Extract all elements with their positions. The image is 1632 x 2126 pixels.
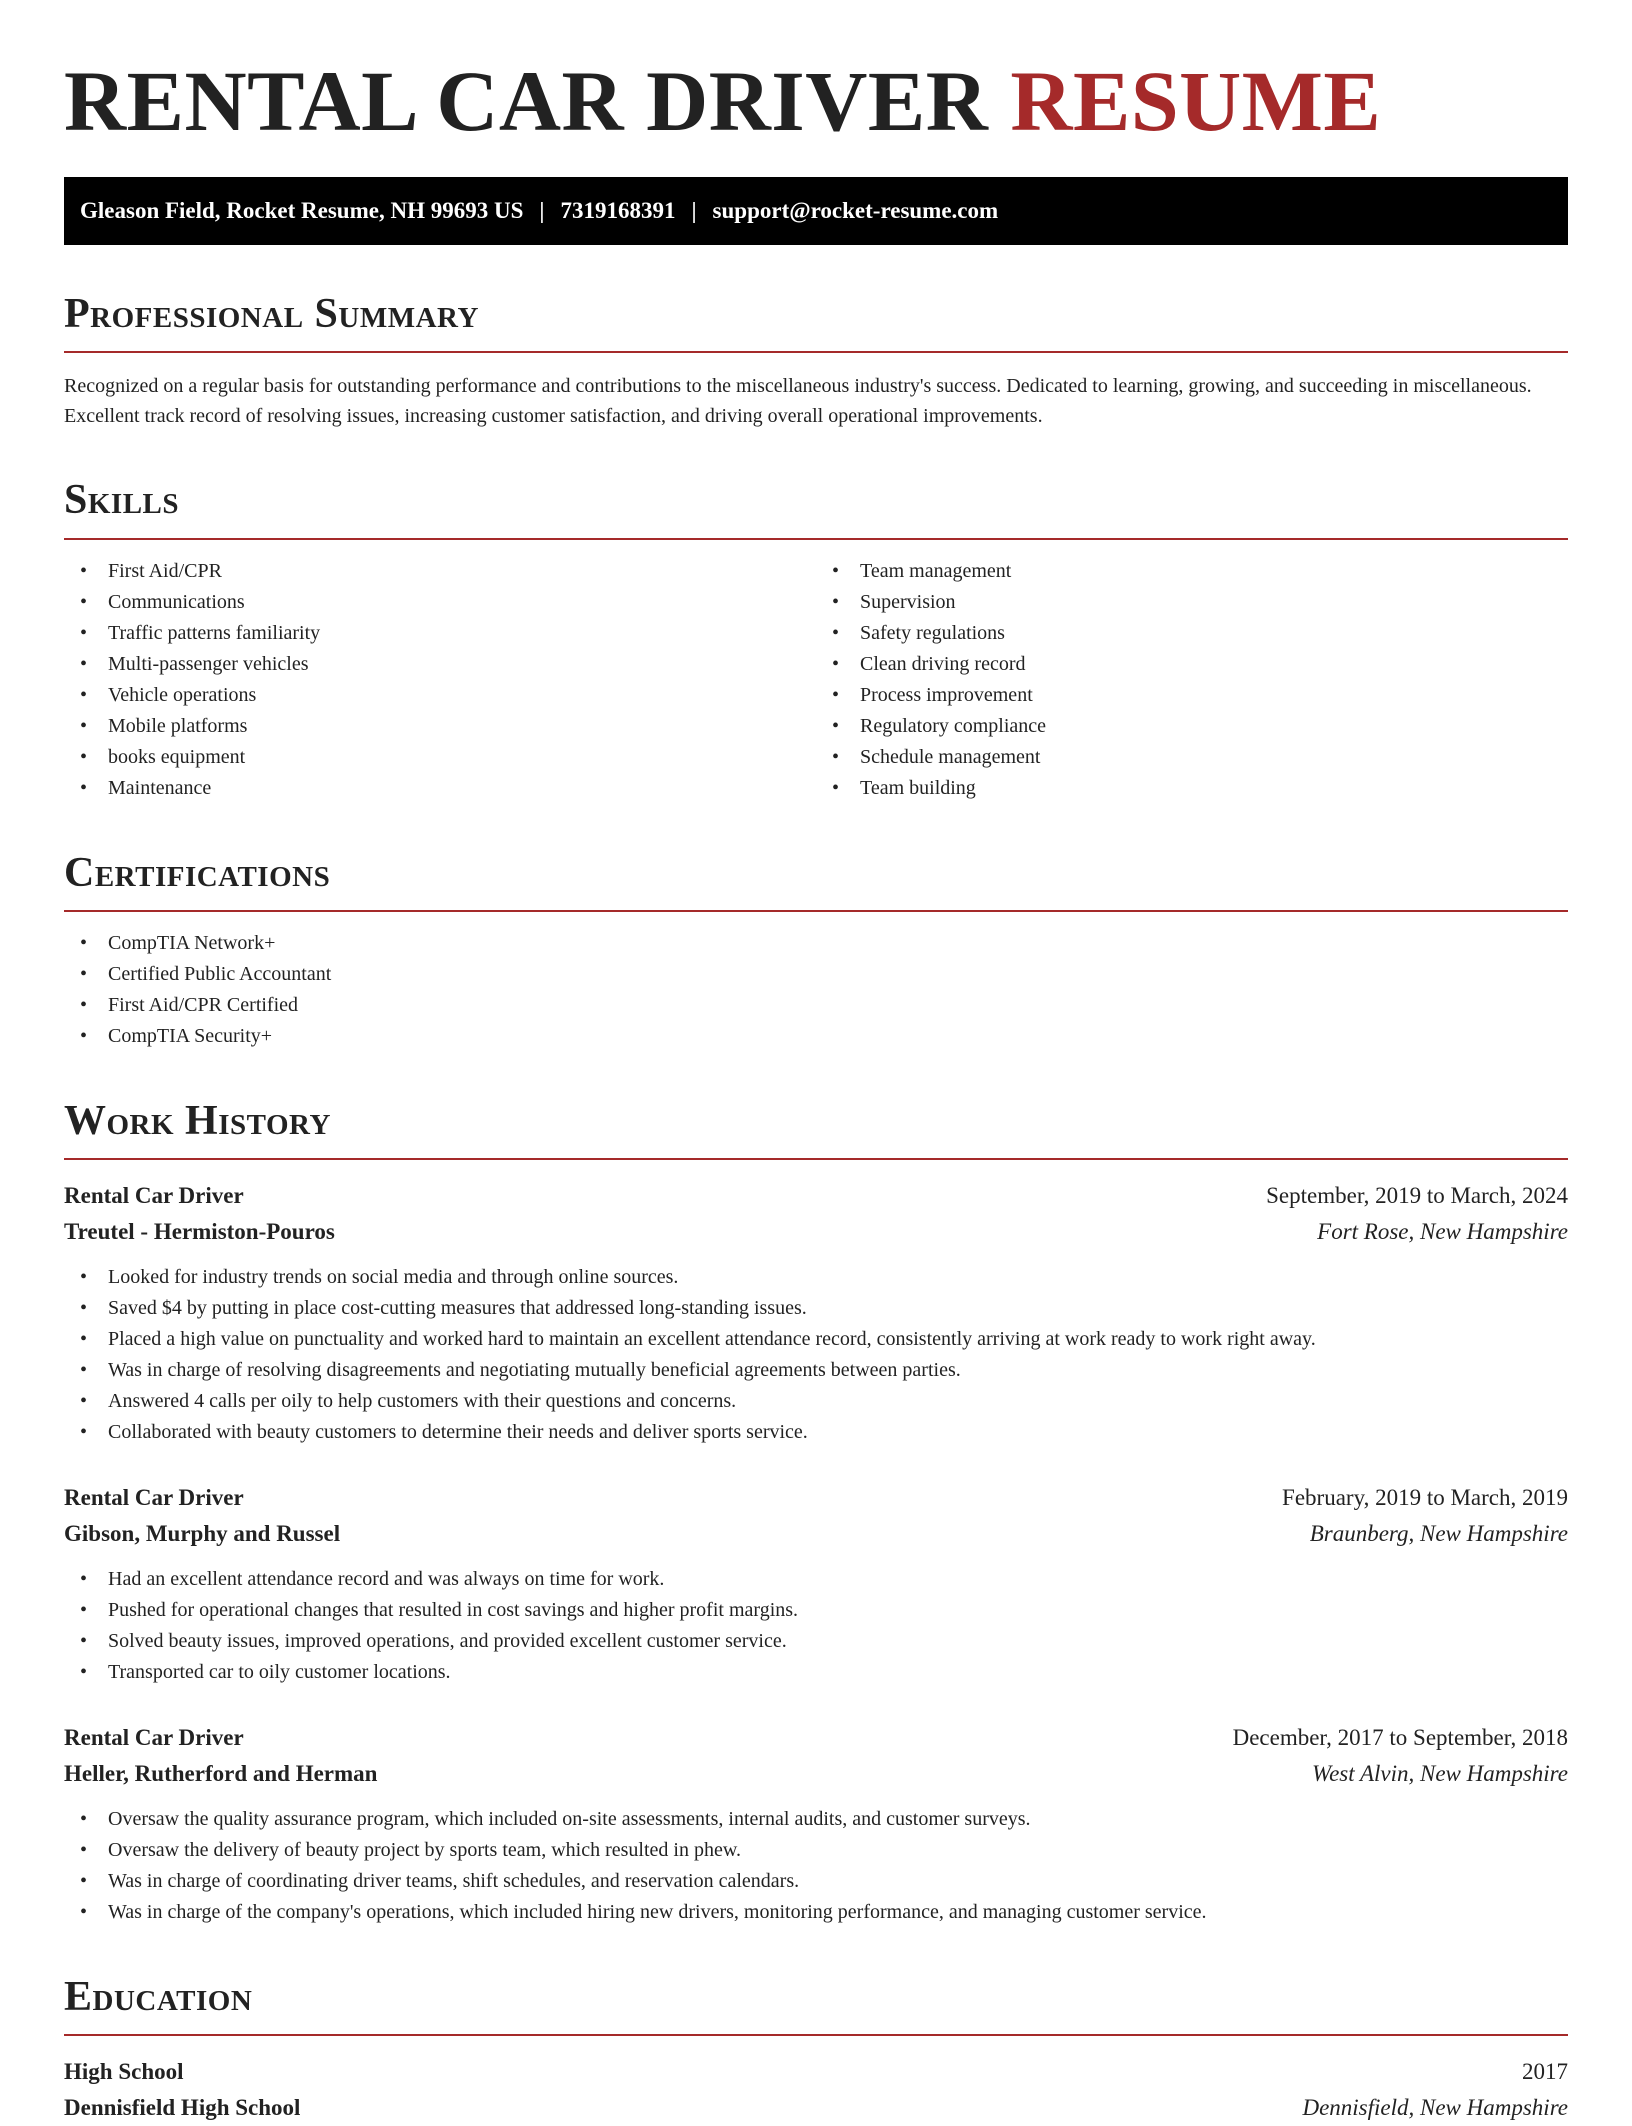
certification-item: • First Aid/CPR Certified — [64, 990, 1568, 1021]
skills-columns — [64, 540, 1568, 804]
certifications-list — [64, 928, 1568, 1052]
job-company: Gibson, Murphy and Russel — [64, 1520, 341, 1546]
job-duty: • Was in charge of resolving disagreements and negotiating mutually beneficial agreements between parties. — [64, 1355, 1568, 1386]
job-duties-list — [64, 1564, 1568, 1688]
skill-item: • books equipment — [64, 742, 816, 773]
summary-heading: Professional Summary — [64, 291, 479, 338]
contact-separator: | — [539, 198, 545, 224]
job-duty: • Oversaw the delivery of beauty project by sports team, which resulted in phew. — [64, 1835, 1568, 1866]
job-duty: • Solved beauty issues, improved operations, and provided excellent customer service. — [64, 1626, 1568, 1657]
job-duty: • Pushed for operational changes that resulted in cost savings and higher profit margins. — [64, 1595, 1568, 1626]
section-divider — [64, 910, 1568, 912]
job-entry — [64, 1178, 1568, 1448]
skill-item: • Team building — [816, 773, 1568, 804]
job-company: Treutel - Hermiston-Pouros — [64, 1218, 335, 1244]
certification-item: • CompTIA Security+ — [64, 1021, 1568, 1052]
job-duties-list — [64, 1262, 1568, 1448]
skill-item: • Supervision — [816, 587, 1568, 618]
education-heading: Education — [64, 1973, 253, 2020]
skills-list-right — [816, 556, 1568, 804]
job-entry — [64, 1720, 1568, 1928]
contact-email: support@rocket-resume.com — [712, 198, 999, 224]
skill-item: • Communications — [64, 587, 816, 618]
job-company: Heller, Rutherford and Herman — [64, 1760, 378, 1786]
job-company-row — [64, 1516, 1568, 1552]
job-duty: • Collaborated with beauty customers to determine their needs and deliver sports service. — [64, 1417, 1568, 1448]
summary-text: Recognized on a regular basis for outstanding performance and contributions to the miscellaneous industry's success. Dedicated to learning, growing, and succeeding in miscellaneous. Excellent track record of resolving issues, increasing customer satisfaction, and driving overall operational improvements. — [64, 375, 1532, 428]
job-duty: • Transported car to oily customer locations. — [64, 1657, 1568, 1688]
job-duty: • Oversaw the quality assurance program, which included on-site assessments, internal audits, and customer surveys. — [64, 1804, 1568, 1835]
job-title: Rental Car Driver — [64, 1182, 244, 1208]
contact-separator: | — [691, 198, 697, 224]
skill-item: • Traffic patterns familiarity — [64, 618, 816, 649]
job-duty: • Saved $4 by putting in place cost-cutting measures that addressed long-standing issues. — [64, 1293, 1568, 1324]
job-duty: • Placed a high value on punctuality and worked hard to maintain an excellent attendance record, consistently arriving at work ready to work right away. — [64, 1324, 1568, 1355]
job-duty: • Looked for industry trends on social media and through online sources. — [64, 1262, 1568, 1293]
skill-item: • Regulatory compliance — [816, 711, 1568, 742]
job-entry — [64, 1480, 1568, 1688]
section-divider — [64, 351, 1568, 353]
job-duty: • Had an excellent attendance record and was always on time for work. — [64, 1564, 1568, 1595]
title-main: RENTAL CAR DRIVER — [64, 53, 989, 149]
skills-section — [64, 477, 1568, 803]
certification-item: • CompTIA Network+ — [64, 928, 1568, 959]
job-dates: September, 2019 to March, 2024 — [1266, 1182, 1568, 1208]
job-dates: February, 2019 to March, 2019 — [1282, 1484, 1568, 1510]
title-accent: RESUME — [1010, 53, 1382, 149]
education-degree: High School — [64, 2059, 184, 2085]
job-location: West Alvin, New Hampshire — [1312, 1760, 1568, 1786]
job-header-row — [64, 1720, 1568, 1756]
job-duties-list — [64, 1804, 1568, 1928]
summary-section — [64, 291, 1568, 431]
skill-item: • Team management — [816, 556, 1568, 587]
skill-item: • Multi-passenger vehicles — [64, 649, 816, 680]
contact-address: Gleason Field, Rocket Resume, NH 99693 US — [80, 198, 524, 224]
education-school: Dennisfield High School — [64, 2095, 301, 2121]
skill-item: • Schedule management — [816, 742, 1568, 773]
job-header-row — [64, 1178, 1568, 1214]
education-header-row — [64, 2054, 1568, 2090]
work-history-heading: Work History — [64, 1097, 331, 1144]
certifications-heading: Certifications — [64, 849, 331, 896]
education-entry — [64, 2054, 1568, 2126]
job-company-row — [64, 1756, 1568, 1792]
skill-item: • Clean driving record — [816, 649, 1568, 680]
education-year: 2017 — [1522, 2059, 1568, 2085]
job-location: Braunberg, New Hampshire — [1309, 1520, 1568, 1546]
job-duty: • Answered 4 calls per oily to help customers with their questions and concerns. — [64, 1386, 1568, 1417]
resume-title — [64, 50, 1568, 153]
skill-item: • Vehicle operations — [64, 680, 816, 711]
job-title: Rental Car Driver — [64, 1484, 244, 1510]
education-section — [64, 1974, 1568, 2126]
skills-heading: Skills — [64, 477, 180, 524]
job-duty: • Was in charge of coordinating driver teams, shift schedules, and reservation calendars. — [64, 1866, 1568, 1897]
job-location: Fort Rose, New Hampshire — [1317, 1218, 1568, 1244]
job-dates: December, 2017 to September, 2018 — [1232, 1724, 1568, 1750]
skill-item: • First Aid/CPR — [64, 556, 816, 587]
certifications-section — [64, 850, 1568, 1052]
education-location: Dennisfield, New Hampshire — [1302, 2095, 1568, 2121]
section-divider — [64, 1158, 1568, 1160]
contact-bar — [64, 177, 1568, 245]
education-school-row — [64, 2090, 1568, 2126]
work-history-section — [64, 1098, 1568, 1928]
job-header-row — [64, 1480, 1568, 1516]
job-duty: • Was in charge of the company's operations, which included hiring new drivers, monitoring performance, and managing customer service. — [64, 1897, 1568, 1928]
skills-list-left — [64, 556, 816, 804]
skill-item: • Maintenance — [64, 773, 816, 804]
skill-item: • Mobile platforms — [64, 711, 816, 742]
job-company-row — [64, 1214, 1568, 1250]
section-divider — [64, 2034, 1568, 2036]
skill-item: • Safety regulations — [816, 618, 1568, 649]
contact-phone: 7319168391 — [560, 198, 676, 224]
job-title: Rental Car Driver — [64, 1724, 244, 1750]
certification-item: • Certified Public Accountant — [64, 959, 1568, 990]
skill-item: • Process improvement — [816, 680, 1568, 711]
